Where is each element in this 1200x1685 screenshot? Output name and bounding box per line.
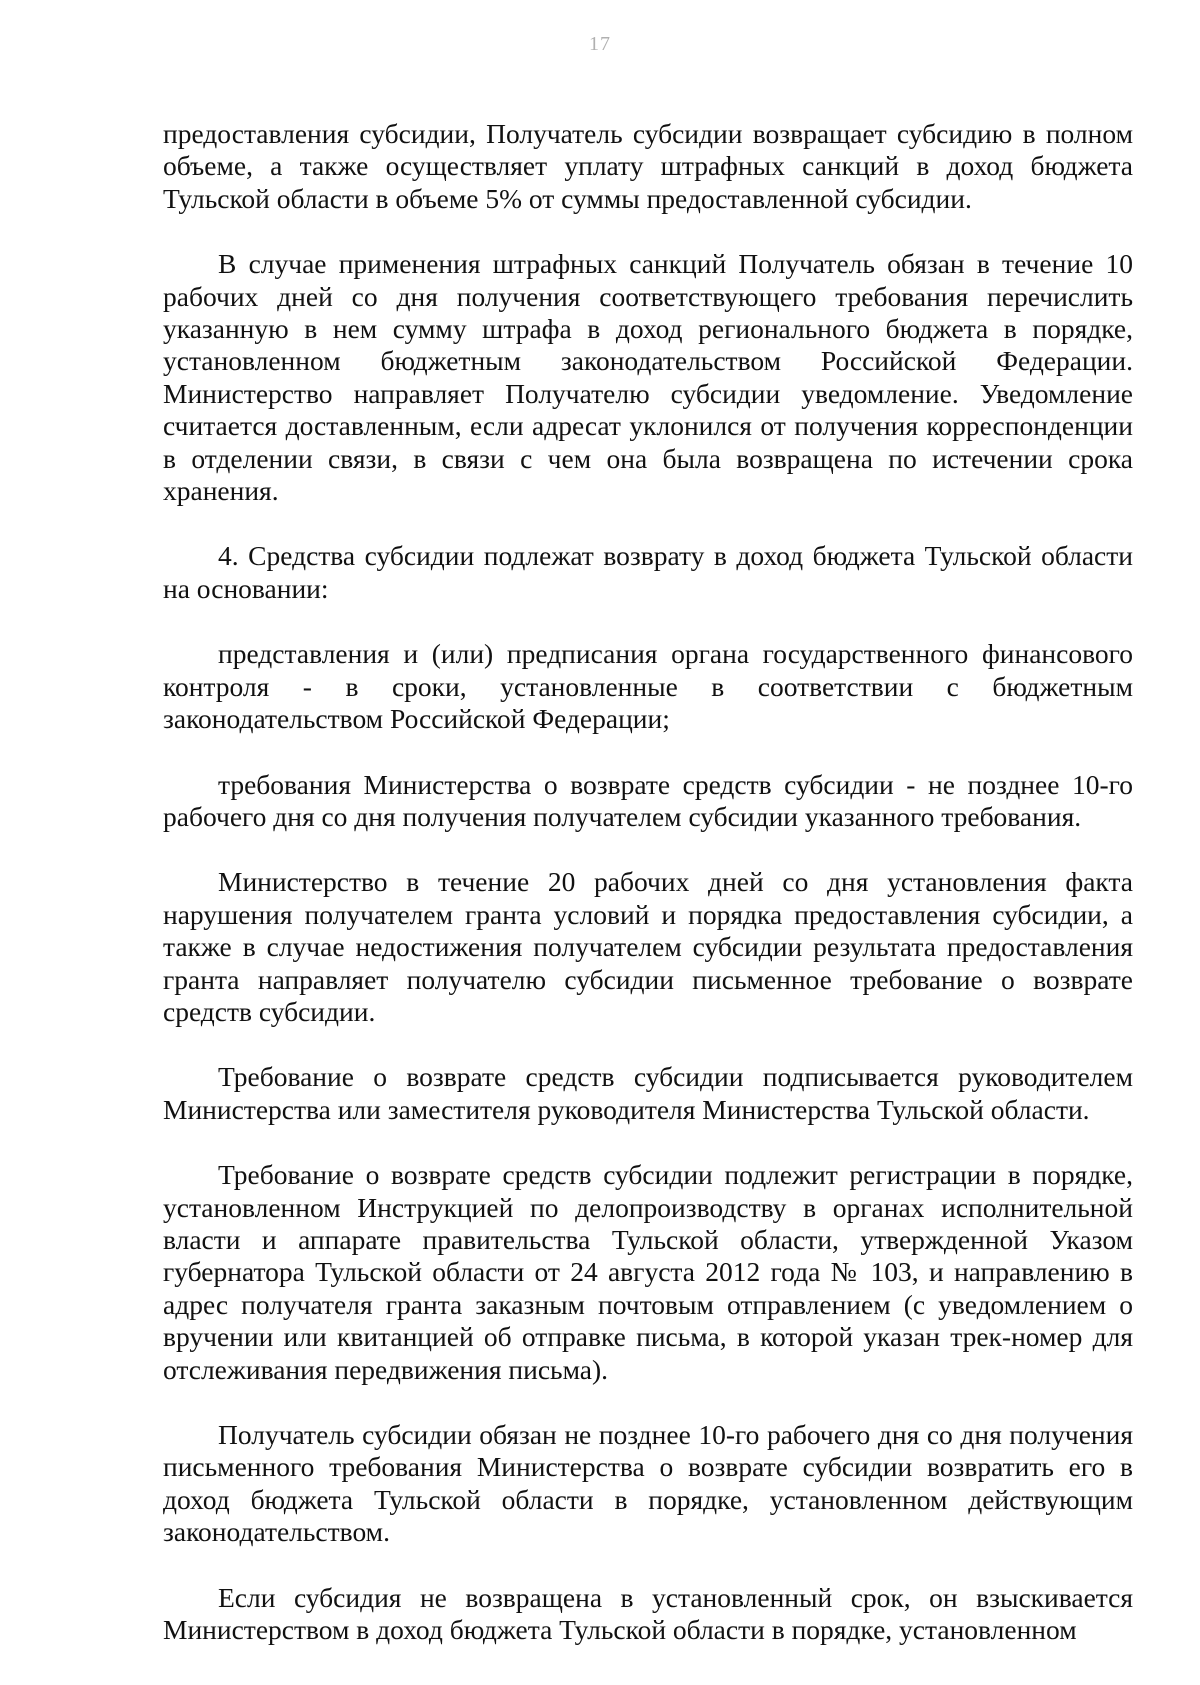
paragraph-continuation: предоставления субсидии, Получатель субсидии возвращает субсидию в полном объеме, а также осуществляет уплату штрафных санкций в доход бюджета Тульской области в объеме 5% от суммы предоставленной субсидии.: [163, 118, 1133, 214]
paragraph-ministry-notice: Министерство в течение 20 рабочих дней со дня установления факта нарушения получателем гранта условий и порядка предоставления субсидии, а также в случае недостижения получателем субсидии результата предоставления гранта направляет получателю субсидии письменное требование о возврате средств субсидии.: [163, 866, 1133, 1027]
paragraph-ministry-requirement: требования Министерства о возврате средств субсидии - не позднее 10-го рабочего дня со дня получения получателем субсидии указанного требования.: [163, 768, 1133, 832]
paragraph-financial-control: представления и (или) предписания органа государственного финансового контроля - в сроки, установленные в соответствии с бюджетным законодательством Российской Федерации;: [163, 638, 1133, 735]
paragraph-return-obligation: Получатель субсидии обязан не позднее 10-го рабочего дня со дня получения письменного требования Министерства о возврате субсидии возвратить его в доход бюджета Тульской области в порядке, установленном действующим законодательством.: [163, 1419, 1133, 1548]
paragraph-signature: Требование о возврате средств субсидии подписывается руководителем Министерства или заместителя руководителя Министерства Тульской области.: [163, 1061, 1133, 1125]
document-body: [163, 118, 1133, 1679]
page-number: 17: [589, 33, 611, 55]
paragraph-registration: Требование о возврате средств субсидии подлежит регистрации в порядке, установленном Инструкцией по делопроизводству в органах исполнительной власти и аппарате правительства Тульской области, утвержденной Указом губернатора Тульской области от 24 августа 2012 года № 103, и направлению в адрес получателя гранта заказным почтовым отправлением (с уведомлением о вручении или квитанцией об отправке письма, в которой указан трек-номер для отслеживания передвижения письма).: [163, 1159, 1133, 1385]
paragraph-section-4: 4. Средства субсидии подлежат возврату в доход бюджета Тульской области на основании:: [163, 540, 1133, 604]
paragraph-penalty-procedure: В случае применения штрафных санкций Получатель обязан в течение 10 рабочих дней со дня получения соответствующего требования перечислить указанную в нем сумму штрафа в доход регионального бюджета в порядке, установленном бюджетным законодательством Российской Федерации. Министерство направляет Получателю субсидии уведомление. Уведомление считается доставленным, если адресат уклонился от получения корреспонденции в отделении связи, в связи с чем она была возвращена по истечении срока хранения.: [163, 248, 1133, 507]
paragraph-recovery: Если субсидия не возвращена в установленный срок, он взыскивается Министерством в доход бюджета Тульской области в порядке, установленном: [163, 1581, 1133, 1646]
